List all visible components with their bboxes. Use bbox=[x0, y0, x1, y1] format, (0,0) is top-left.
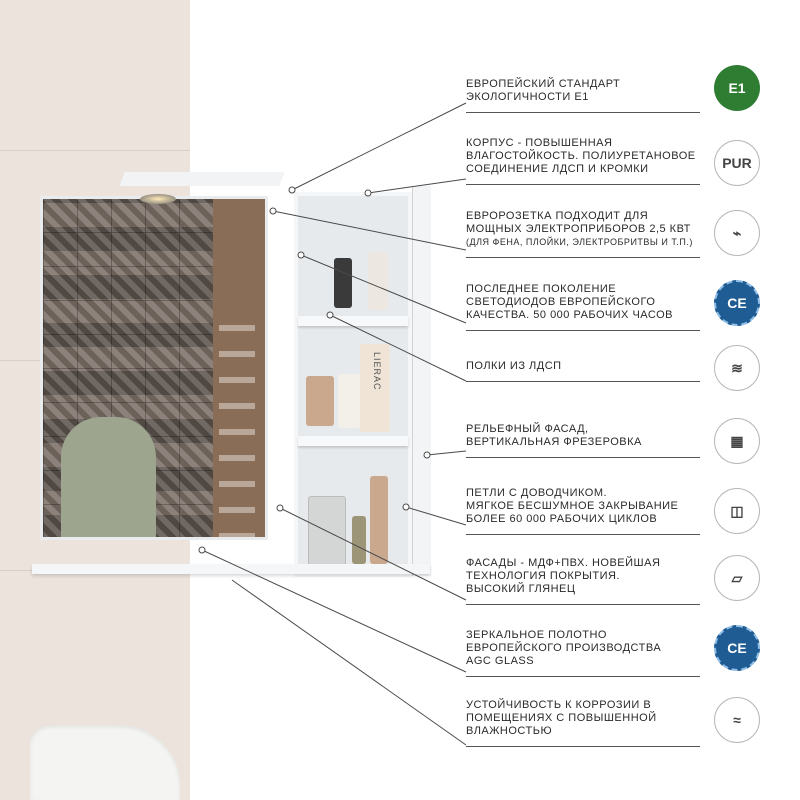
e1-leaf-icon: E1 bbox=[714, 65, 760, 111]
layers-icon: ≋ bbox=[714, 345, 760, 391]
mirror-panel bbox=[40, 196, 268, 540]
shelf bbox=[298, 316, 408, 326]
feature-text-line: КАЧЕСТВА. 50 000 РАБОЧИХ ЧАСОВ bbox=[466, 309, 673, 321]
feature-text-line: ТЕХНОЛОГИЯ ПОКРЫТИЯ. bbox=[466, 570, 620, 582]
feature-text-line: ВЛАГОСТОЙКОСТЬ. ПОЛИУРЕТАНОВОЕ bbox=[466, 150, 696, 162]
feature-text-line: ВЛАЖНОСТЬЮ bbox=[466, 725, 553, 737]
ce-mark-icon: CE bbox=[714, 625, 760, 671]
bottle bbox=[370, 476, 388, 564]
feature-underline bbox=[466, 534, 700, 535]
feature-underline bbox=[466, 257, 700, 258]
pur-drop-icon: PUR bbox=[714, 140, 760, 186]
feature-text-line: МОЩНЫХ ЭЛЕКТРОПРИБОРОВ 2,5 КВТ bbox=[466, 223, 691, 235]
feature-text bbox=[466, 699, 706, 738]
feature-text-line: ПЕТЛИ С ДОВОДЧИКОМ. bbox=[466, 487, 608, 499]
feature-text bbox=[466, 137, 706, 176]
feature-underline bbox=[466, 112, 700, 113]
feature-text-line: РЕЛЬЕФНЫЙ ФАСАД, bbox=[466, 423, 589, 435]
glass-jar bbox=[308, 496, 346, 568]
leader-line bbox=[427, 451, 466, 455]
feature-text bbox=[466, 283, 706, 322]
shelf-unit bbox=[294, 192, 412, 577]
feature-text-line: ЗЕРКАЛЬНОЕ ПОЛОТНО bbox=[466, 629, 607, 641]
feature-text-line: СОЕДИНЕНИЕ ЛДСП И КРОМКИ bbox=[466, 163, 649, 175]
feature-text-line: ВЫСОКИЙ ГЛЯНЕЦ bbox=[466, 583, 576, 595]
bottle bbox=[368, 252, 388, 310]
tube-brand: LIERAC bbox=[372, 352, 382, 391]
cabinet-base bbox=[32, 564, 430, 574]
feature-underline bbox=[466, 381, 700, 382]
mirror-cabinet bbox=[32, 172, 432, 580]
feature-text-line: БОЛЕЕ 60 000 РАБОЧИХ ЦИКЛОВ bbox=[466, 513, 658, 525]
anti-corrosion-icon: ≈ bbox=[714, 697, 760, 743]
feature-text-line: ПОСЛЕДНЕЕ ПОКОЛЕНИЕ bbox=[466, 283, 617, 295]
feature-underline bbox=[466, 746, 700, 747]
feature-text-line: ПОЛКИ ИЗ ЛДСП bbox=[466, 360, 562, 372]
top-light-panel bbox=[119, 172, 284, 186]
feature-text-line: AGC GLASS bbox=[466, 655, 535, 667]
feature-text-line: СВЕТОДИОДОВ ЕВРОПЕЙСКОГО bbox=[466, 296, 656, 308]
bottle bbox=[352, 516, 366, 564]
feature-text bbox=[466, 360, 706, 373]
feature-text-line: УСТОЙЧИВОСТЬ К КОРРОЗИИ В bbox=[466, 699, 652, 711]
bottle bbox=[334, 258, 352, 308]
feature-underline bbox=[466, 184, 700, 185]
feature-text bbox=[466, 487, 706, 526]
towel-radiator bbox=[219, 319, 255, 539]
feature-text-line: ЕВРОПЕЙСКОГО ПРОИЗВОДСТВА bbox=[466, 642, 662, 654]
feature-text-line: ЕВРОПЕЙСКИЙ СТАНДАРТ bbox=[466, 78, 621, 90]
feature-text-line: КОРПУС - ПОВЫШЕННАЯ bbox=[466, 137, 613, 149]
feature-text bbox=[466, 557, 706, 596]
hair-dryer-icon: ⌁ bbox=[714, 210, 760, 256]
towel bbox=[61, 417, 156, 540]
feature-text bbox=[466, 210, 706, 249]
feature-text-line: ПОМЕЩЕНИЯХ С ПОВЫШЕННОЙ bbox=[466, 712, 657, 724]
led-lamp bbox=[140, 194, 176, 204]
cream-tube bbox=[360, 344, 390, 432]
feature-text-line: ЭКОЛОГИЧНОСТИ Е1 bbox=[466, 91, 589, 103]
feature-underline bbox=[466, 330, 700, 331]
ce-mark-icon: CE bbox=[714, 280, 760, 326]
jar bbox=[306, 376, 334, 426]
feature-underline bbox=[466, 604, 700, 605]
feature-text-line: ФАСАДЫ - МДФ+ПВХ. НОВЕЙШАЯ bbox=[466, 557, 661, 569]
feature-text-line: (ДЛЯ ФЕНА, ПЛОЙКИ, ЭЛЕКТРОБРИТВЫ И Т.П.) bbox=[466, 237, 693, 247]
shelf bbox=[298, 436, 408, 446]
feature-text-line: ЕВРОРОЗЕТКА ПОДХОДИТ ДЛЯ bbox=[466, 210, 649, 222]
feature-underline bbox=[466, 457, 700, 458]
feature-text bbox=[466, 423, 706, 449]
panel-icon: ▱ bbox=[714, 555, 760, 601]
feature-text-line: ВЕРТИКАЛЬНАЯ ФРЕЗЕРОВКА bbox=[466, 436, 642, 448]
feature-text bbox=[466, 629, 706, 668]
feature-text-line: МЯГКОЕ БЕСШУМНОЕ ЗАКРЫВАНИЕ bbox=[466, 500, 679, 512]
door-hinge-icon: ◫ bbox=[714, 488, 760, 534]
feature-text bbox=[466, 78, 706, 104]
wall-tile-line bbox=[0, 150, 190, 151]
texture-icon: ▦ bbox=[714, 418, 760, 464]
cabinet-door-edge bbox=[412, 186, 431, 576]
feature-underline bbox=[466, 676, 700, 677]
leader-line bbox=[232, 580, 466, 745]
tube bbox=[338, 374, 362, 428]
